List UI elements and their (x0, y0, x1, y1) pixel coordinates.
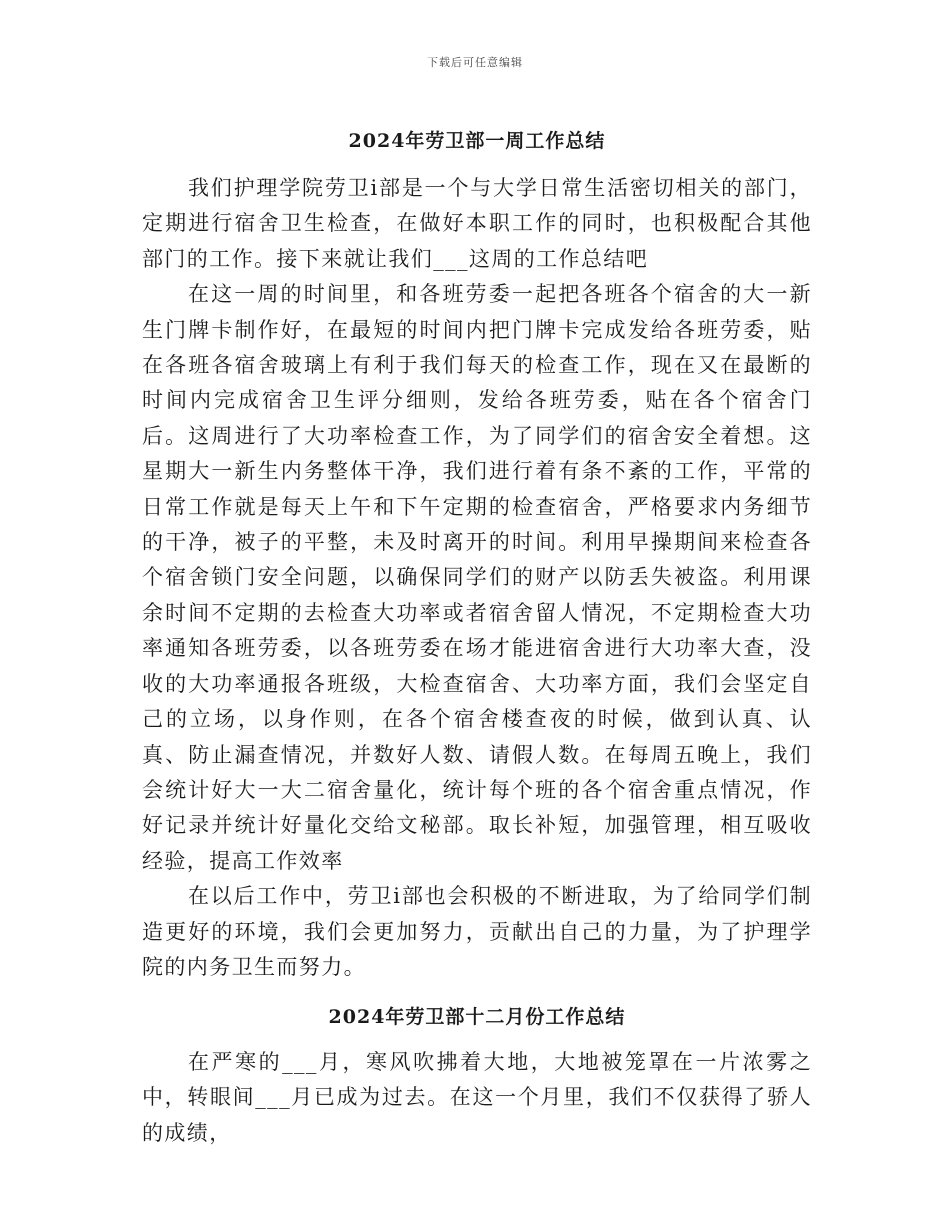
section1-body (142, 171, 812, 985)
section1-paragraph-3: 在以后工作中，劳卫ⅰ部也会积极的不断进取，为了给同学们制造更好的环境，我们会更加努力，贡献出自己的力量，为了护理学院的内务卫生而努力。 (142, 884, 812, 979)
section1-paragraph-1: 我们护理学院劳卫ⅰ部是一个与大学日常生活密切相关的部门，定期进行宿舍卫生检查，在做好本职工作的同时，也积极配合其他部门的工作。接下来就让我们___这周的工作总结吧 (142, 176, 812, 271)
header-note: 下载后可任意编辑 (427, 56, 523, 69)
section2-paragraph-1: 在严寒的___月，寒风吹拂着大地，大地被笼罩在一片浓雾之中，转眼间___月已成为过去。在这一个月里，我们不仅获得了骄人的成绩， (142, 1050, 812, 1145)
section1-title: 2024年劳卫部一周工作总结 (348, 130, 606, 152)
section2-title: 2024年劳卫部十二月份工作总结 (328, 1006, 626, 1028)
section2-body (142, 1045, 812, 1151)
section1-paragraph-2: 在这一周的时间里，和各班劳委一起把各班各个宿舍的大一新生门牌卡制作好，在最短的时间内把门牌卡完成发给各班劳委，贴在各班各宿舍玻璃上有利于我们每天的检查工作，现在又在最断的时间内完成宿舍卫生评分细则，发给各班劳委，贴在各个宿舍门后。这周进行了大功率检查工作，为了同学们的宿舍安全着想。这星期大一新生内务整体干净，我们进行着有条不紊的工作，平常的日常工作就是每天上午和下午定期的检查宿舍，严格要求内务细节的干净，被子的平整，未及时离开的时间。利用早操期间来检查各个宿舍锁门安全问题，以确保同学们的财产以防丢失被盗。利用课余时间不定期的去检查大功率或者宿舍留人情况，不定期检查大功率通知各班劳委，以各班劳委在场才能进宿舍进行大功率大查，没收的大功率通报各班级，大检查宿舍、大功率方面，我们会坚定自己的立场，以身作则，在各个宿舍楼查夜的时候，做到认真、认真、防止漏查情况，并数好人数、请假人数。在每周五晚上，我们会统计好大一大二宿舍量化，统计每个班的各个宿舍重点情况，作好记录并统计好量化交给文秘部。取长补短，加强管理，相互吸收经验，提高工作效率 (142, 282, 812, 873)
